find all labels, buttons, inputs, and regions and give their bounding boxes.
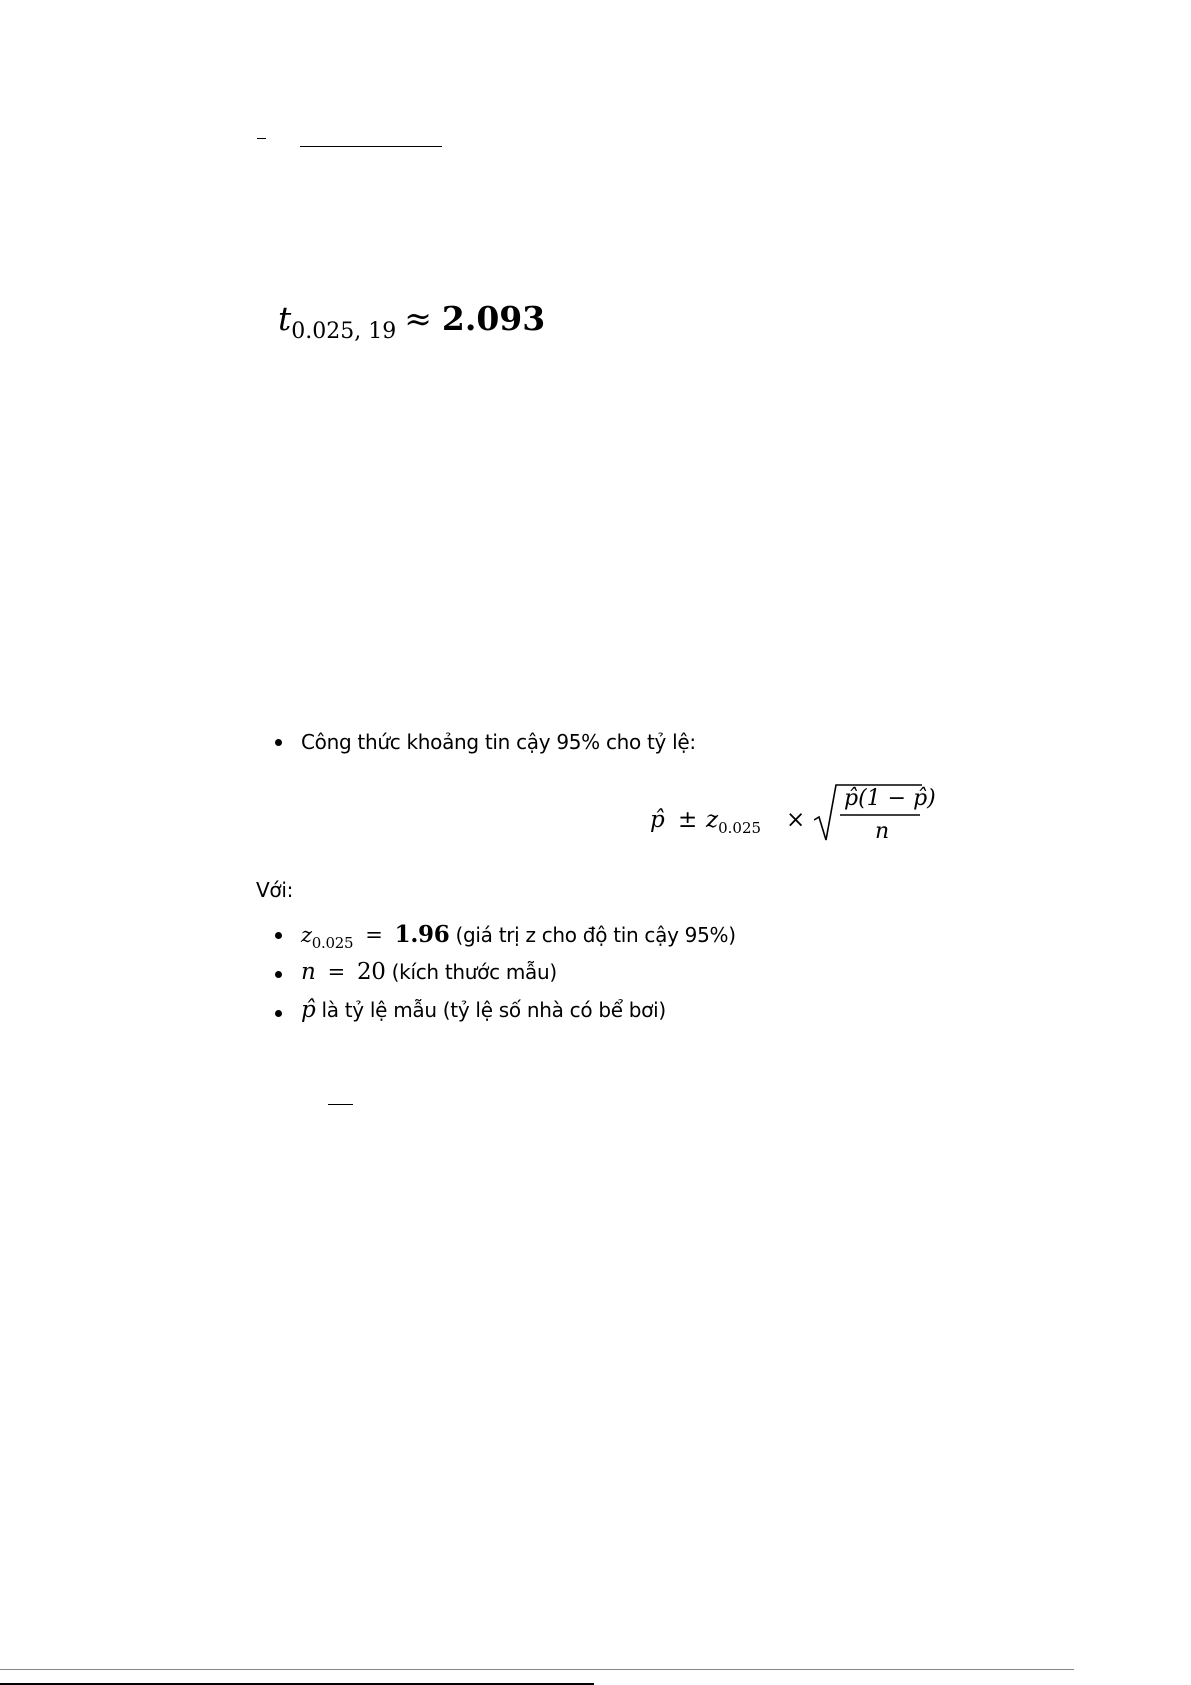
z-subscript: 0.025 [718,819,762,837]
bullet-dot [275,971,282,978]
bullet-intro-text: Công thức khoảng tin cậy 95% cho tỷ lệ: [301,730,696,754]
with-label: Với: [256,878,294,902]
equals-sign: = [365,923,383,947]
plus-minus-sign: ± [678,807,698,833]
z-critical [706,807,762,837]
definition-text: (kích thước mẫu) [391,960,557,984]
bullet-dot [275,1010,282,1017]
times-sign: × [786,807,806,833]
fraction-numerator: p̂(1 − p̂) [844,786,936,811]
equals-sign: = [327,960,345,984]
t-value: 2.093 [441,299,546,338]
definition-text: (giá trị z cho độ tin cậy 95%) [455,923,736,947]
bullet-dot [275,932,282,939]
p-hat-symbol: p̂ [650,807,665,833]
z-symbol: z [301,923,312,947]
z-symbol: z [706,807,719,833]
fraction-denominator: n [875,819,890,844]
definition-item-p-hat [301,997,666,1023]
stray-dash-mark [257,138,266,139]
definition-item-n [301,959,557,985]
n-value: 20 [356,959,386,985]
p-hat-symbol: p̂ [301,997,316,1023]
definition-item-z [301,921,736,952]
stray-underline [300,146,442,147]
n-symbol: n [301,959,316,985]
approx-sign: ≈ [404,299,432,338]
t-subscript: 0.025, 19 [291,319,397,344]
definition-text: là tỷ lệ mẫu (tỷ lệ số nhà có bể bơi) [321,998,666,1022]
bullet-dot [275,739,282,746]
z-subscript: 0.025 [311,934,354,952]
stray-underline-short [328,1104,353,1105]
t-value-formula [278,299,546,344]
page-bottom-divider [0,1669,1074,1670]
t-symbol: t [278,299,292,338]
z-value: 1.96 [394,921,450,948]
